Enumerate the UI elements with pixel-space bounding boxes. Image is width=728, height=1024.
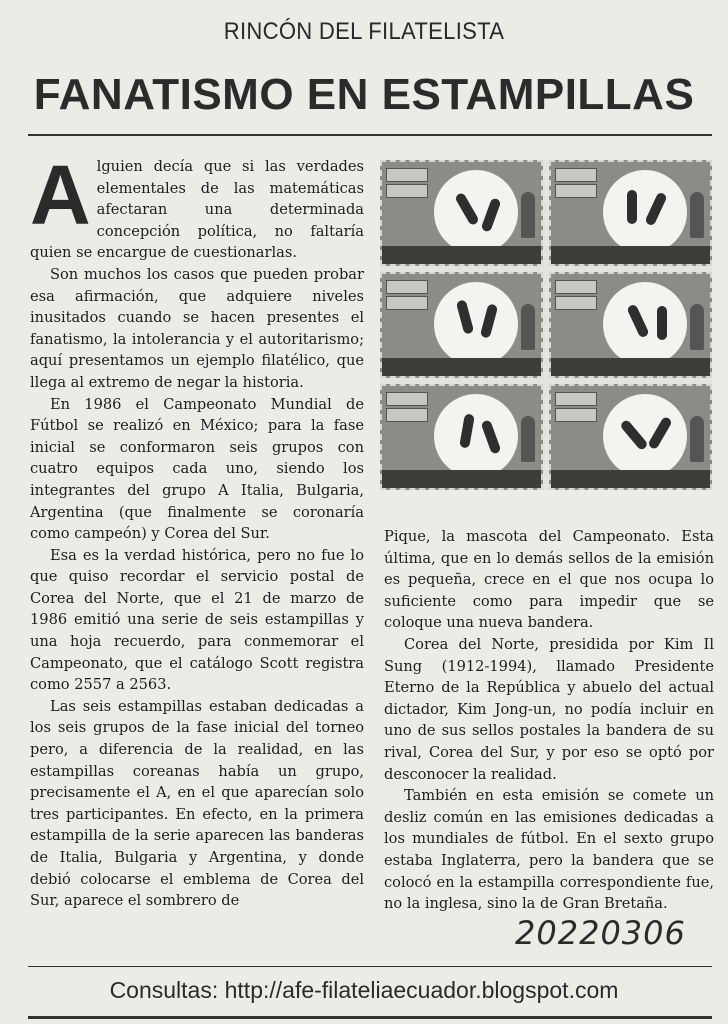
paragraph: Corea del Norte, presidida por Kim Il Sung (1912-1994), llamado Presidente Eterno de la República y abuelo del actual dictador, Kim Jong-un, no podía incluir en uno de sus sellos postales la bandera de su rival, Corea del Sur, y por eso se optó por desconocer la realidad. (384, 635, 714, 783)
paragraph: También en esta emisión se comete un desliz común en las emisiones dedicadas a los mundiales de fútbol. En el sexto grupo estaba Inglaterra, pero la bandera que se colocó en la estampilla correspondiente fue, no la inglesa, sino la de Gran Bretaña. (384, 787, 714, 913)
trophy-icon (690, 304, 704, 350)
paragraph: En 1986 el Campeonato Mundial de Fútbol se realizó en México; para la fase inicial se conformaron seis grupos con cuatro equipos cada uno, siendo los integrantes del grupo A Italia, Bulgaria, Argentina (que finalmente se coronaría como campeón) y Corea del Sur. (30, 395, 364, 543)
stamp-bar (382, 246, 541, 264)
paragraph: Esa es la verdad histórica, pero no fue lo que quiso recordar el servicio postal de Corea del Norte, que el 21 de marzo de 1986 emitió una serie de seis estampillas y una hoja recuerdo, para conmemorar el Campeonato, que el catálogo Scott registra como 2557 a 2563. (30, 546, 364, 694)
flag-icon (555, 168, 597, 182)
soccer-scene-icon (603, 170, 687, 254)
footer-contact: Consultas: http://afe-filateliaecuador.blogspot.com (109, 977, 619, 1003)
paragraph: Son muchos los casos que pueden probar esa afirmación, que adquiere niveles inusitados cuando se hacen presentes el fanatismo, la intolerancia y el autoritarismo; aquí presentamos un ejemplo filatélico, que llega al extremo de negar la historia. (30, 265, 364, 391)
soccer-scene-icon (434, 394, 518, 478)
bottom-rule (28, 1016, 712, 1019)
soccer-scene-icon (434, 282, 518, 366)
flag-icon (555, 296, 597, 310)
stamp-bar (551, 246, 710, 264)
paragraph: Las seis estampillas estaban dedicadas a los seis grupos de la fase inicial del torneo pero, a diferencia de la realidad, en las estampillas coreanas había un grupo, precisamente el A, en el que aparecían solo tres participantes. En efecto, en la primera estampilla de la serie aparecen las banderas de Italia, Bulgaria y Argentina, y donde debió colocarse el emblema de Corea del Sur, aparece el sombrero de (30, 697, 364, 910)
stamp (380, 272, 543, 378)
stamp-sheet-image (380, 160, 712, 490)
drop-cap: A (30, 148, 91, 242)
trophy-icon (690, 192, 704, 238)
stamp (549, 272, 712, 378)
trophy-icon (521, 192, 535, 238)
soccer-scene-icon (434, 170, 518, 254)
article-title: FANATISMO EN ESTAMPILLAS (33, 70, 695, 119)
stamp-bar (551, 470, 710, 488)
stamp-bar (551, 358, 710, 376)
flag-icon (555, 280, 597, 294)
flag-icon (555, 408, 597, 422)
handwritten-date: 20220306 (515, 914, 686, 952)
soccer-scene-icon (603, 394, 687, 478)
flag-icon (386, 392, 428, 406)
flag-icon (386, 296, 428, 310)
trophy-icon (690, 416, 704, 462)
stamp-bar (382, 358, 541, 376)
trophy-icon (521, 304, 535, 350)
flag-icon (386, 408, 428, 422)
title-rule (28, 134, 712, 136)
flag-icon (555, 184, 597, 198)
right-column (384, 526, 714, 915)
paragraph: Pique, la mascota del Campeonato. Esta última, que en lo demás sellos de la emisión es pequeña, crece en el que nos ocupa lo suficiente como para impedir que se coloque una nueva bandera. (384, 528, 714, 632)
flag-icon (386, 168, 428, 182)
flag-icon (386, 280, 428, 294)
stamp-bar (382, 470, 541, 488)
section-header: RINCÓN DEL FILATELISTA (223, 18, 505, 45)
trophy-icon (521, 416, 535, 462)
flag-icon (555, 392, 597, 406)
left-column (30, 148, 364, 912)
stamp (549, 160, 712, 266)
stamp (380, 384, 543, 490)
stamp (549, 384, 712, 490)
flag-icon (386, 184, 428, 198)
player-icon (657, 306, 667, 340)
paragraph: lguien decía que si las verdades elementales de las matemáticas afectaran una determinada concepción política, no faltaría quien se encargue de cuestionarlas. (30, 158, 364, 262)
stamp (380, 160, 543, 266)
player-icon (627, 190, 637, 224)
footer-rule (28, 966, 712, 967)
